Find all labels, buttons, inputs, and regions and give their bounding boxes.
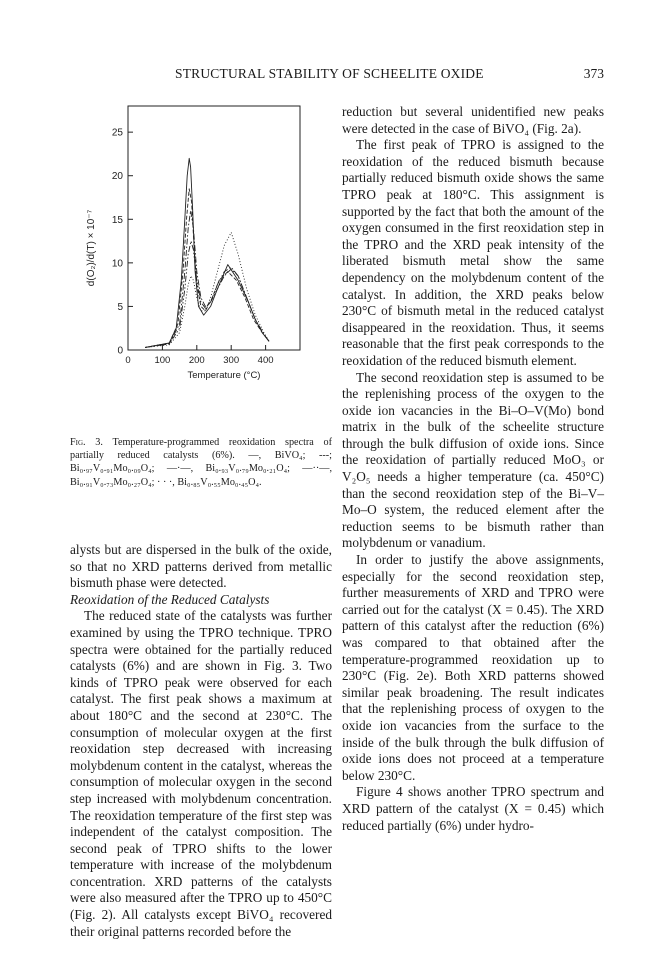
- right-paragraph-1: reduction but several unidentified new peaks were detected in the case of BiVO₄ (Fig. 2a).: [342, 104, 604, 136]
- y-tick-label: 20: [111, 171, 123, 183]
- x-tick-label: 400: [257, 355, 274, 366]
- running-title: STRUCTURAL STABILITY OF SCHEELITE OXIDE: [175, 66, 484, 81]
- y-axis-label: d(O₂)/d(T) × 10⁻⁷: [86, 209, 97, 287]
- y-tick-label: 0: [117, 345, 123, 357]
- plot-frame: [128, 106, 300, 350]
- page-number: 373: [583, 66, 604, 81]
- series-line-2: [145, 189, 269, 348]
- figure-caption-text: Temperature-programmed reoxidation spectra of partially reduced catalysts (6%). —, BiVO₄; ---; Bi₀.₉₇V₀.₉₁Mo₀.₀₉O₄; —·—, Bi₀.₉₃V₀.₇₉Mo₀.₂₁O₄; —··—, Bi₀.₉₁V₀.₇₃Mo₀.₂₇O₄; · · ·, Bi₀.₈₅V₀.₅₅Mo₀.₄₅O₄.: [70, 437, 333, 488]
- x-tick-label: 300: [223, 355, 240, 366]
- x-axis-label: Temperature (°C): [187, 370, 261, 381]
- left-paragraph-1: alysts but are dispersed in the bulk of the oxide, so that no XRD patterns derived from metallic bismuth phase were detected.: [70, 542, 332, 591]
- tpro-chart: [70, 102, 332, 432]
- y-tick-label: 25: [111, 127, 123, 139]
- page-header: [70, 66, 610, 86]
- figure-caption-label: Fig. 3.: [70, 437, 103, 448]
- right-paragraph-4: In order to justify the above assignments, especially for the second reoxidation step, further measurements of XRD and TPRO were carried out for the catalyst (X = 0.45). The XRD pattern of this catalyst after the reduction (6%) was compared to that obtained after the temperature-programmed reoxidation up to 230°C (Fig. 2e). Both XRD patterns showed similar peak broadening. The result indicates that the replenishing process of oxygen to the oxide ion vacancies from the surface to the inside of the bulk through the bulk diffusion of oxide ions does not proceed at a temperature below 230°C.: [342, 552, 604, 783]
- series-line-4: [145, 241, 269, 347]
- series-line-3: [145, 211, 269, 348]
- right-paragraph-5: Figure 4 shows another TPRO spectrum and XRD pattern of the catalyst (X = 0.45) which reduced partially (6%) under hydro-: [342, 784, 604, 833]
- x-tick-label: 200: [188, 355, 205, 366]
- right-paragraph-3: The second reoxidation step is assumed to be the replenishing process of the oxygen to the oxide ion vacancies in the Bi–O–V(Mo) bond matrix in the bulk of the scheelite structure through the bulk diffusion of oxide ions. Since the reoxidation of partially reduced MoO₃ or V₂O₅ needs a higher temperature (ca. 450°C) than the second reoxidation step of the Bi–V–Mo–O system, the reduced element after the reduction seems to be bismuth rather than molybdenum or vanadium.: [342, 369, 604, 551]
- x-tick-label: 100: [154, 355, 171, 366]
- left-paragraph-2: The reduced state of the catalysts was further examined by using the TPRO technique. TPRO spectra were obtained for the partially reduced catalysts (6%) and are shown in Fig. 3. Two kinds of TPRO peak were observed for each catalyst. The first peak shows a maximum at about 180°C and the second at 230°C. The consumption of molecular oxygen at the first reoxidation step decreased with increasing molybdenum content in the catalyst, whereas the consumption of molecular oxygen in the second step increased with molybdenum concentration. The reoxidation temperature of the first step was independent of the catalyst composition. The second peak of TPRO shifts to the lower temperature with increase of the molybdenum concentration. XRD patterns of the catalysts were also measured after the TPRO up to 450°C (Fig. 2). All catalysts except BiVO₄ recovered their original patterns recorded before the: [70, 608, 332, 939]
- y-tick-label: 5: [117, 301, 123, 313]
- section-heading: Reoxidation of the Reduced Catalysts: [70, 591, 270, 607]
- figure-caption: [70, 436, 332, 489]
- right-column: [342, 104, 604, 834]
- series-line-5: [145, 232, 269, 347]
- right-paragraph-2: The first peak of TPRO is assigned to the reoxidation of the reduced bismuth because partially reduced bismuth oxide shows the same TPRO peak at 180°C. This assignment is supported by the fact that both the amount of the oxygen consumed in the first reoxidation step in the TPRO and the XRD peak intensity of the liberated bismuth metal show the same dependency on the molybdenum content of the catalyst. In addition, the XRD peaks below 230°C of bismuth metal in the reduced catalyst disappeared in the reoxidation. Thus, it seems reasonable that the first peak corresponds to the reoxidation of the reduced bismuth element.: [342, 137, 604, 368]
- series-line-1: [145, 158, 269, 347]
- tpro-figure: [70, 102, 332, 432]
- x-tick-label: 0: [125, 355, 131, 366]
- left-column: [70, 542, 332, 940]
- y-tick-label: 15: [111, 214, 123, 226]
- y-tick-label: 10: [111, 258, 123, 270]
